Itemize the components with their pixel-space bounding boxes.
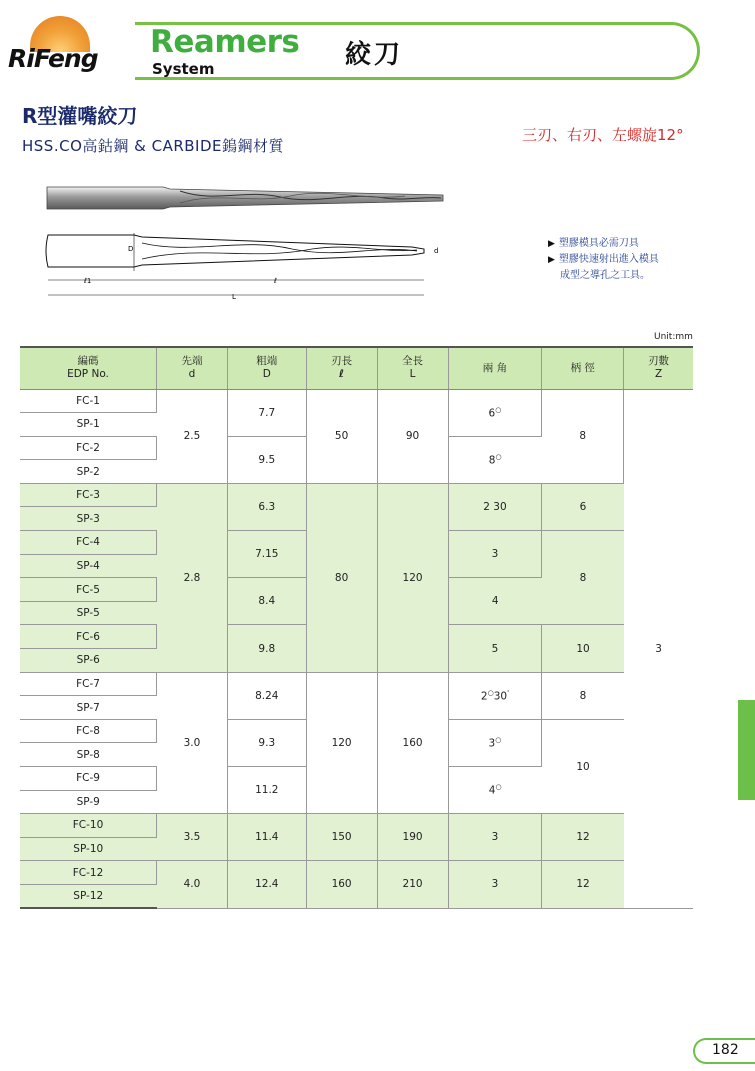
edp-cell: FC-12	[20, 861, 157, 885]
col-d: 先端 d	[157, 347, 228, 389]
edp-cell: FC-4	[20, 531, 157, 555]
l-cell: 160	[306, 861, 377, 908]
L-cell: 160	[377, 672, 448, 814]
d-cell: 3.5	[157, 814, 228, 861]
angle-cell: 3○	[448, 719, 542, 766]
d-label: d	[434, 247, 439, 255]
table-row	[20, 483, 693, 507]
D-cell: 11.4	[227, 814, 306, 861]
D-cell: 8.24	[227, 672, 306, 719]
angle-cell: 6○	[448, 389, 542, 436]
shank-cell: 10	[542, 625, 624, 672]
edp-cell: FC-2	[20, 436, 157, 460]
material-line: HSS.CO高鈷鋼 & CARBIDE鎢鋼材質	[22, 137, 285, 155]
d-cell: 4.0	[157, 861, 228, 908]
shank-cell: 8	[542, 672, 624, 719]
angle-cell: 3	[448, 531, 542, 578]
col-angle: 兩 角	[448, 347, 542, 389]
feature-notes	[548, 236, 659, 283]
table-row	[20, 814, 693, 838]
angle-cell: 2 30	[448, 483, 542, 530]
table-header-row	[20, 347, 693, 389]
D-cell: 9.8	[227, 625, 306, 672]
edp-cell: SP-8	[20, 743, 157, 767]
shank-cell: 6	[542, 483, 624, 530]
angle-cell: 3	[448, 814, 542, 861]
edp-cell: FC-6	[20, 625, 157, 649]
l-cell: 150	[306, 814, 377, 861]
L-cell: 190	[377, 814, 448, 861]
l1-label: ℓ1	[84, 277, 92, 285]
page-number: 182	[712, 1042, 739, 1058]
edp-cell: SP-9	[20, 790, 157, 814]
edp-cell: SP-7	[20, 696, 157, 720]
edp-cell: FC-7	[20, 672, 157, 696]
edp-cell: FC-3	[20, 483, 157, 507]
col-z: 刃數 Z	[624, 347, 693, 389]
flute-spec: 三刃、右刃、左螺旋12°	[522, 126, 684, 144]
triangle-bullet-icon: ▶	[548, 255, 555, 265]
col-L: 全長 L	[377, 347, 448, 389]
triangle-bullet-icon: ▶	[548, 239, 555, 249]
shank-cell: 8	[542, 531, 624, 625]
l-cell: 120	[306, 672, 377, 814]
edp-cell: FC-8	[20, 719, 157, 743]
angle-cell: 8○	[448, 436, 542, 483]
unit-label: Unit:mm	[654, 332, 693, 342]
edp-cell: FC-5	[20, 578, 157, 602]
edp-cell: FC-1	[20, 389, 157, 413]
table-row	[20, 861, 693, 885]
edp-cell: SP-1	[20, 413, 157, 437]
col-l: 刃長 ℓ	[306, 347, 377, 389]
D-cell: 9.3	[227, 719, 306, 766]
shank-cell: 12	[542, 861, 624, 908]
angle-cell: 5	[448, 625, 542, 672]
D-cell: 12.4	[227, 861, 306, 908]
header-title: Reamers	[150, 24, 300, 60]
edp-cell: SP-12	[20, 884, 157, 908]
edp-cell: SP-2	[20, 460, 157, 484]
edp-cell: SP-6	[20, 649, 157, 673]
header-cjk-title: 絞刀	[345, 40, 404, 70]
edp-cell: SP-10	[20, 837, 157, 861]
D-cell: 9.5	[227, 436, 306, 483]
shank-cell: 8	[542, 389, 624, 483]
l-cell: 50	[306, 389, 377, 483]
table-row	[20, 672, 693, 696]
edp-cell: FC-9	[20, 767, 157, 791]
edp-cell: SP-4	[20, 554, 157, 578]
shank-cell: 12	[542, 814, 624, 861]
angle-cell: 4	[448, 578, 542, 625]
col-shank: 柄 徑	[542, 347, 624, 389]
angle-cell: 4○	[448, 767, 542, 814]
reamer-photo	[45, 183, 445, 213]
D-cell: 11.2	[227, 767, 306, 814]
l-cell: 80	[306, 483, 377, 672]
l-label: ℓ	[274, 277, 277, 285]
D-cell: 7.15	[227, 531, 306, 578]
D-cell: 7.7	[227, 389, 306, 436]
col-edp: 編碼 EDP No.	[20, 347, 157, 389]
edp-cell: SP-5	[20, 601, 157, 625]
table-row	[20, 389, 693, 413]
spec-table	[20, 346, 693, 909]
note-item: ▶ 塑膠模具必需刀具	[548, 238, 639, 249]
d-cell: 2.5	[157, 389, 228, 483]
product-title: R型灌嘴絞刀	[22, 104, 138, 128]
d-cell: 2.8	[157, 483, 228, 672]
d-cell: 3.0	[157, 672, 228, 814]
reamer-diagram	[42, 225, 452, 307]
logo-text: RiFeng	[8, 44, 98, 73]
note-item: ▶ 塑膠快速射出進入模具	[548, 254, 659, 265]
D-label: D	[128, 245, 134, 253]
L-cell: 210	[377, 861, 448, 908]
side-section-tab	[738, 700, 755, 800]
header-subtitle: System	[152, 60, 215, 78]
z-cell: 3	[624, 389, 693, 908]
L-cell: 90	[377, 389, 448, 483]
L-cell: 120	[377, 483, 448, 672]
shank-cell: 10	[542, 719, 624, 813]
edp-cell: SP-3	[20, 507, 157, 531]
col-D: 粗端 D	[227, 347, 306, 389]
angle-cell: 2○30'	[448, 672, 542, 719]
edp-cell: FC-10	[20, 814, 157, 838]
angle-cell: 3	[448, 861, 542, 908]
D-cell: 6.3	[227, 483, 306, 530]
note-item: 成型之導孔之工具。	[560, 270, 650, 281]
D-cell: 8.4	[227, 578, 306, 625]
L-label: L	[232, 293, 236, 301]
rifeng-logo	[8, 14, 108, 84]
